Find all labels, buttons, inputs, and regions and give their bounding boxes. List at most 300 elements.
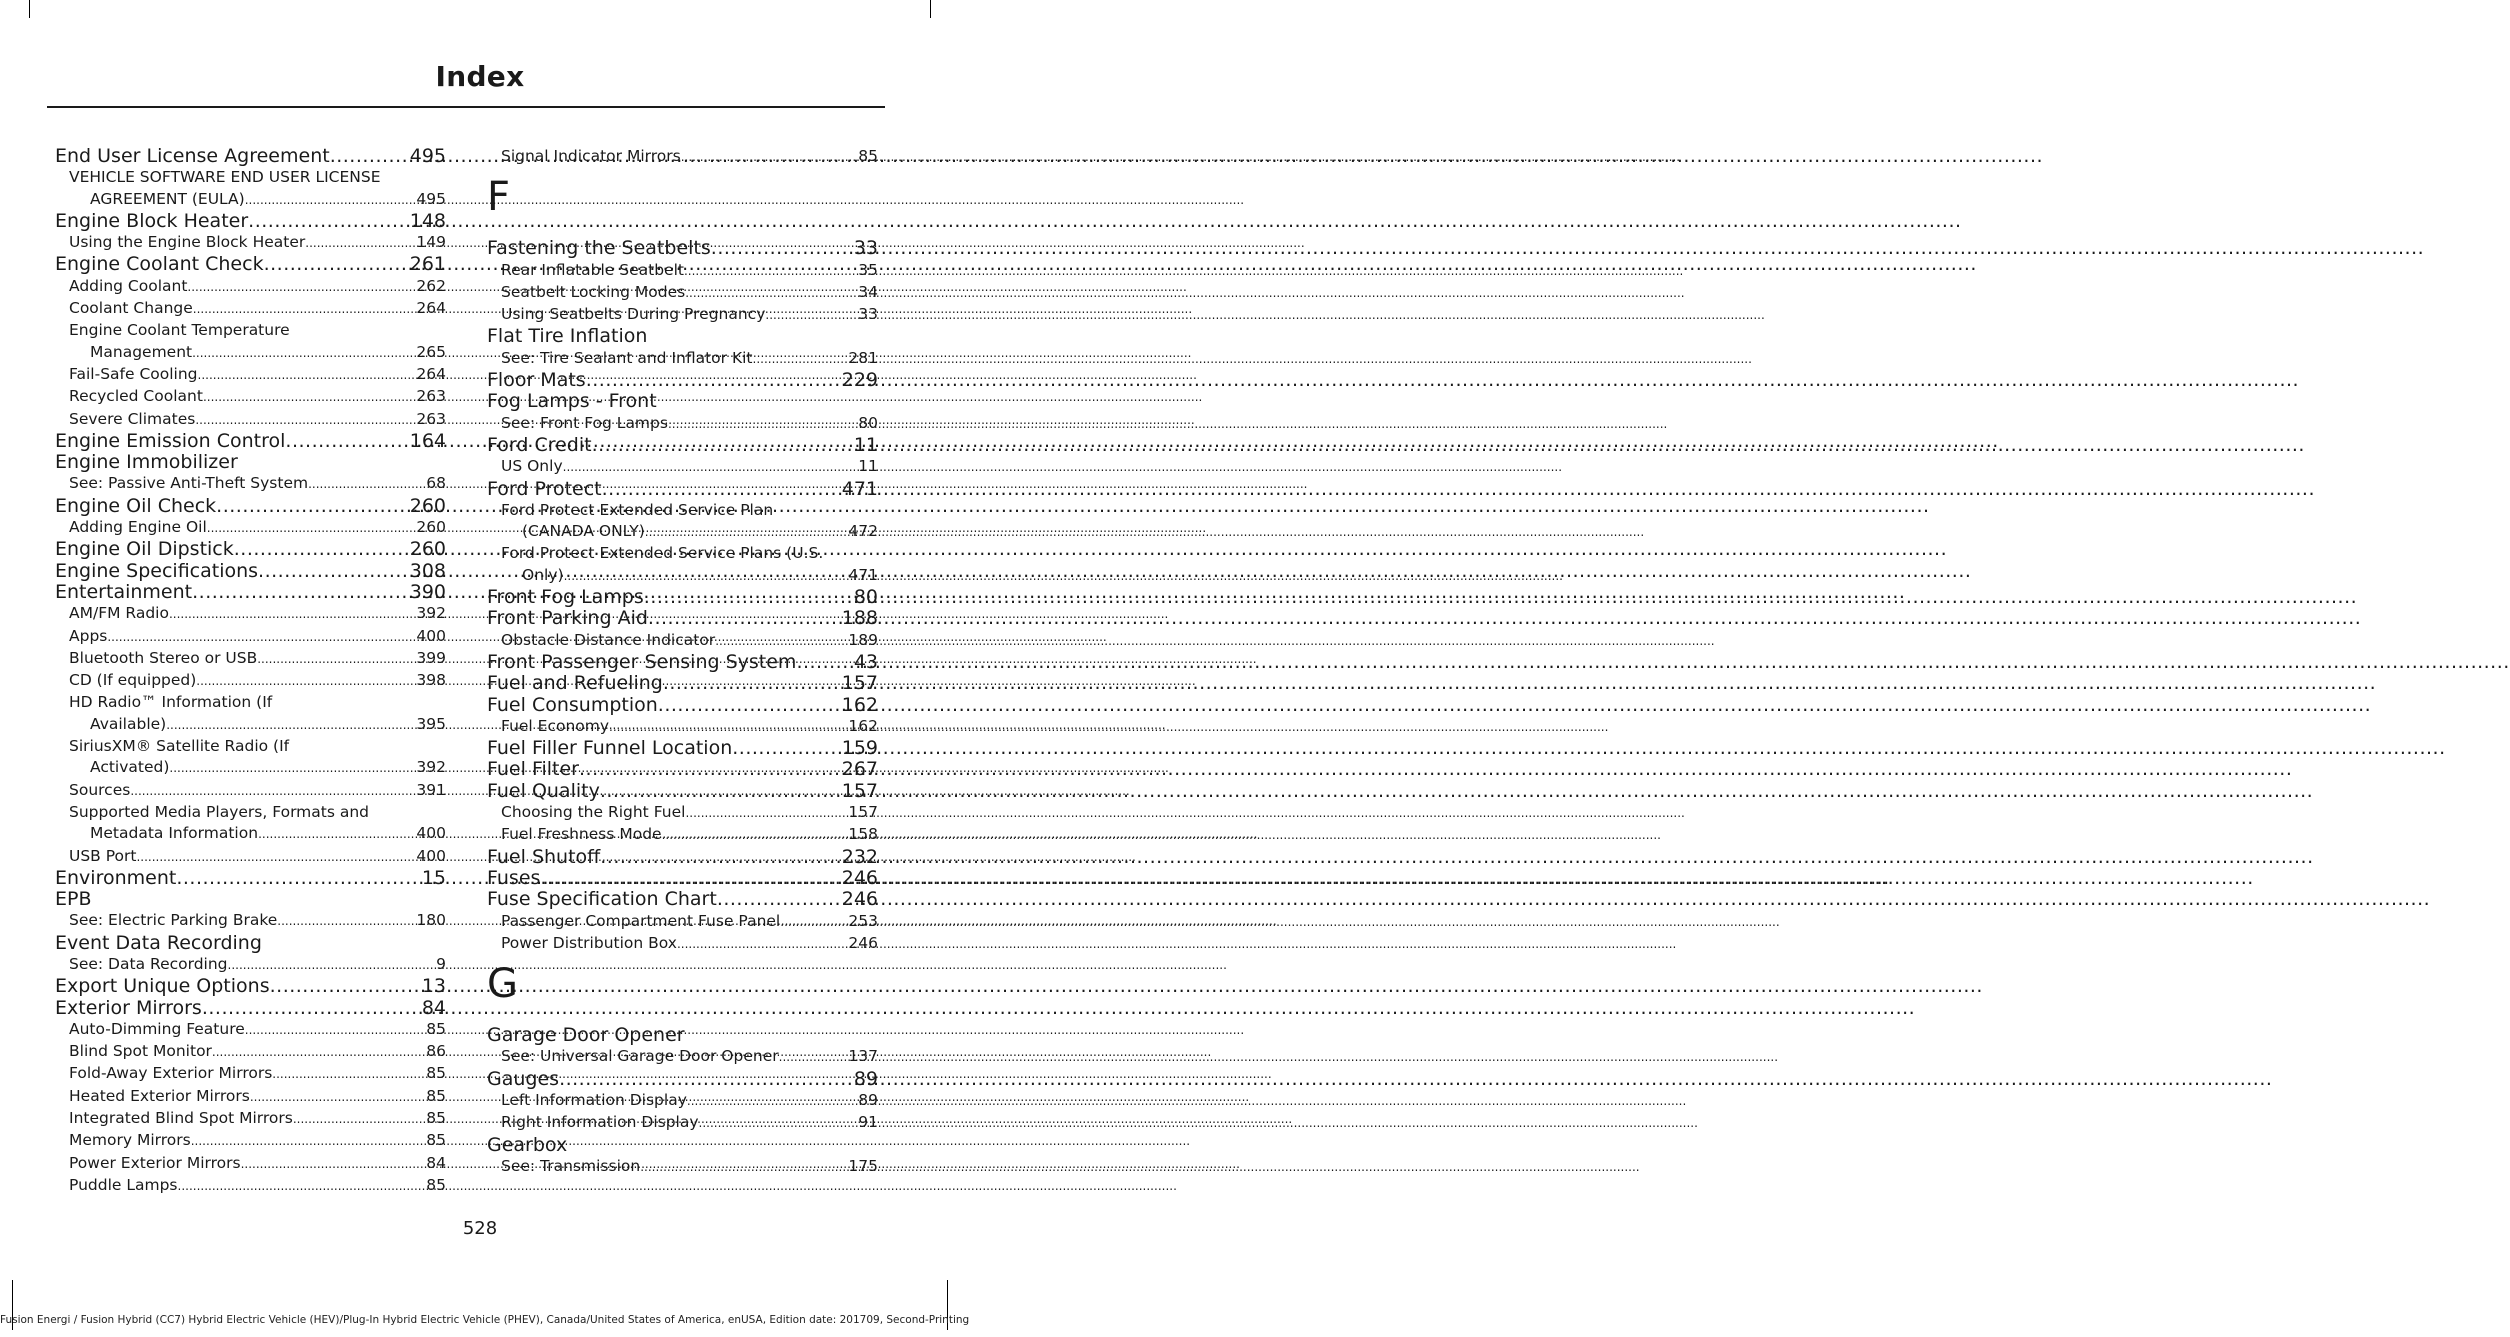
page-reference: 232 [841,845,878,868]
page-reference: 137 [848,1047,878,1066]
entry-text: Heated Exterior Mirrors [69,1086,250,1105]
entry-text: Entertainment [55,580,193,603]
entry-text: Memory Mirrors [69,1131,191,1150]
entry-row [69,386,446,408]
leader-dots [130,781,416,802]
entry-text: US Only [501,457,563,476]
entry-row [69,1153,446,1175]
leader-dots [166,715,416,736]
entry-text: Front Fog Lamps [487,586,644,609]
page-reference: 162 [841,693,878,716]
index-subentry [487,1112,878,1134]
page-reference: 253 [848,911,878,930]
index-entry [55,933,446,954]
leader-dots [640,1157,848,1178]
entry-row [55,496,446,517]
entry-text: Fail-Safe Cooling [69,364,198,383]
page-reference: 86 [426,1042,446,1061]
page-reference: 495 [416,189,446,208]
leader-dots [644,587,854,608]
entry-text-line: Ford Protect Extended Service Plan [501,500,774,519]
index-subentry [55,1153,446,1175]
page-reference: 9 [436,954,446,973]
leader-dots [169,604,416,625]
entry-text: Signal Indicator Mirrors [501,147,681,165]
page-reference: 85 [426,1019,446,1038]
leader-dots [196,671,416,692]
entry-text: Activated) [90,758,170,777]
entry-text: Environment [55,866,177,889]
index-entry [487,326,878,347]
index-entry [487,435,878,456]
index-entry [55,254,446,275]
page-reference: 264 [416,364,446,383]
entry-row [69,232,446,254]
page-reference: 265 [416,342,446,361]
index-subentry [55,1063,446,1085]
page-reference: 400 [416,846,446,865]
leader-dots [228,955,437,976]
entry-row [501,456,878,478]
entry-text-line: Engine Coolant Temperature [69,321,290,340]
leader-dots [609,717,848,738]
index-subentry [55,692,446,736]
entry-text: Fuel Consumption [487,693,658,716]
entry-text: See: Transmission [501,1156,641,1175]
leader-dots [308,474,426,495]
entry-text: Metadata Information [90,824,259,843]
entry-row [501,824,878,846]
entry-text: EPB [55,888,92,911]
entry-text: Fuses [487,866,541,889]
entry-row [501,802,878,824]
page-reference: 471 [841,477,878,500]
index-entry [55,976,446,997]
index-subentry [55,736,446,780]
page-reference: 246 [841,888,878,911]
entry-row [501,282,878,304]
leader-dots [270,976,422,997]
leader-dots [559,1069,854,1090]
entry-row [69,757,446,779]
page-reference: 267 [841,758,878,781]
page-reference: 35 [858,260,878,279]
entry-text: End User License Agreement [55,145,330,167]
leader-dots [579,759,842,780]
entry-text: Export Unique Options [55,975,270,998]
leader-dots [563,457,859,478]
entry-row [501,630,878,652]
leader-dots [600,781,842,802]
page-reference: 229 [841,369,878,392]
leader-dots [796,652,853,673]
entry-text: See: Front Fog Lamps [501,413,668,432]
index-entry [487,238,878,259]
index-subentry [487,1156,878,1178]
entry-row [55,146,446,167]
entry-row [69,626,446,648]
index-subentry [55,276,446,298]
entry-row [487,391,878,412]
leader-dots [564,566,849,587]
entry-text: Adding Engine Oil [69,518,207,537]
entry-row [501,933,878,955]
index-entry [487,847,878,868]
entry-row [69,298,446,320]
entry-row [55,976,446,997]
page-reference: 158 [848,825,878,844]
entry-row [69,910,446,932]
leader-dots [285,431,409,452]
page-reference: 34 [858,282,878,301]
index-entry [487,673,878,694]
leader-dots [202,998,422,1019]
entry-text: Seatbelt Locking Modes [501,282,686,301]
page-reference: 33 [853,237,878,260]
page-reference: 260 [416,518,446,537]
entry-text: Ford Credit [487,433,592,456]
leader-dots [685,803,848,824]
page-reference: 91 [858,1113,878,1132]
entry-row [69,517,446,539]
page-reference: 148 [409,209,446,232]
leader-dots [192,343,416,364]
entry-text: AGREEMENT (EULA) [90,189,245,208]
index-subentry [487,824,878,846]
leader-dots [648,608,842,629]
leader-dots [779,1047,849,1068]
entry-text-line: SiriusXM® Satellite Radio (If [69,737,290,756]
entry-text: Puddle Lamps [69,1175,178,1194]
index-entry [487,759,878,780]
entry-text: Floor Mats [487,369,586,392]
entry-text: Exterior Mirrors [55,996,202,1019]
entry-text: Gauges [487,1067,560,1090]
page-reference: 175 [848,1156,878,1175]
entry-row [487,673,878,694]
page-reference: 281 [848,348,878,367]
page-reference: 400 [416,626,446,645]
entry-row [501,716,878,738]
page-reference: 264 [416,299,446,318]
entry-row [501,1156,878,1178]
index-subentry [487,146,878,168]
index-subentry [55,1108,446,1130]
index-entry [55,868,446,889]
leader-dots [198,365,417,386]
leader-dots [684,261,858,282]
entry-row [55,582,446,603]
leader-dots [258,561,410,582]
page-reference: 395 [416,714,446,733]
index-subentry [487,630,878,652]
index-entry [487,738,878,759]
entry-row [487,370,878,391]
index-subentry [55,386,446,408]
entry-row [487,1135,878,1156]
index-entry [55,452,446,473]
entry-text: Coolant Change [69,299,193,318]
entry-row [55,561,446,582]
leader-dots [662,825,849,846]
entry-text: Left Information Display [501,1090,687,1109]
index-subentry [55,780,446,802]
entry-row [487,435,878,456]
entry-text-line: VEHICLE SOFTWARE END USER LICENSE [69,168,381,187]
entry-row [69,648,446,670]
index-subentry [55,167,446,211]
leader-dots [207,518,417,539]
index-entry [487,781,878,802]
entry-text: See: Passive Anti-Theft System [69,474,309,493]
page-reference: 68 [426,474,446,493]
page-reference: 85 [426,1086,446,1105]
leader-dots [765,305,858,326]
index-entry [55,539,446,560]
page-reference: 263 [416,387,446,406]
leader-dots [687,1091,858,1112]
entry-text: Engine Immobilizer [55,451,238,474]
index-subentry [487,716,878,738]
index-entry [487,1135,878,1156]
entry-row [487,479,878,500]
leader-dots [711,238,854,259]
page-reference: 43 [853,650,878,673]
entry-row [69,603,446,625]
entry-text: Gearbox [487,1133,568,1156]
page-reference: 162 [848,716,878,735]
page-reference: 180 [416,911,446,930]
leader-dots [592,435,854,456]
entry-row [55,431,446,452]
leader-dots [248,211,410,232]
index-entry [55,582,446,603]
page-reference: 390 [409,580,446,603]
index-subentry [487,1046,878,1068]
entry-text: Garage Door Opener [487,1024,685,1047]
entry-row [55,933,446,954]
entry-row [69,1086,446,1108]
entry-text: Obstacle Distance Indicator [501,630,716,649]
page-reference: 246 [841,866,878,889]
index-subentry [487,304,878,326]
page-reference: 80 [853,586,878,609]
page-title: Index [435,60,525,93]
leader-dots [586,370,842,391]
entry-text: Auto-Dimming Feature [69,1019,245,1038]
leader-dots [169,758,416,779]
entry-text: Engine Block Heater [55,209,249,232]
leader-dots [195,410,416,431]
entry-row [69,714,446,736]
page-reference: 85 [426,1131,446,1150]
index-subentry [487,543,878,587]
entry-text: Fuel Quality [487,779,600,802]
page-reference: 149 [416,233,446,252]
leader-dots [685,283,858,304]
entry-text: Fuel Shutoff [487,845,601,868]
page-reference: 157 [848,803,878,822]
entry-text: Severe Climates [69,409,196,428]
entry-row [501,911,878,933]
page-reference: 157 [841,672,878,695]
crop-mark-top-right [930,0,931,18]
leader-dots [780,912,848,933]
leader-dots [257,649,416,670]
entry-row [487,326,878,347]
entry-text: Rear Inflatable Seatbelt [501,260,684,279]
page-reference: 391 [416,780,446,799]
entry-text: Using the Engine Block Heater [69,233,306,252]
page-reference: 89 [853,1067,878,1090]
index-subentry [55,603,446,625]
leader-dots [107,627,416,648]
entry-text: Front Passenger Sensing System [487,650,797,673]
leader-dots [668,414,858,435]
entry-row [69,1130,446,1152]
leader-dots [136,847,416,868]
leader-dots [600,847,841,868]
entry-text: Fuel Filter [487,758,579,781]
leader-dots [245,1020,426,1041]
page-reference: 400 [416,824,446,843]
entry-row [69,409,446,431]
index-subentry [55,846,446,868]
page-reference: 260 [409,538,446,561]
index-entry [487,370,878,391]
page-reference: 13 [421,975,446,998]
leader-dots [715,631,848,652]
index-subentry [487,348,878,370]
leader-dots [216,496,410,517]
index-subentry [55,670,446,692]
entry-text: Ford Protect [487,477,602,500]
page-reference: 261 [409,253,446,276]
leader-dots [658,695,842,716]
index-entry [487,889,878,910]
entry-text: Adding Coolant [69,276,188,295]
leader-dots [732,738,841,759]
leader-dots [272,1064,426,1085]
entry-text: Only) [522,565,564,584]
leader-dots [264,254,410,275]
index-subentry [55,409,446,431]
entry-text: Using Seatbelts During Pregnancy [501,305,766,324]
leader-dots [178,1176,427,1197]
entry-row [501,1090,878,1112]
index-entry [487,652,878,673]
page-reference: 246 [848,933,878,952]
leader-dots [191,1131,427,1152]
page-reference: 260 [409,494,446,517]
entry-text: Fastening the Seatbelts [487,237,711,260]
entry-text: Event Data Recording [55,931,262,954]
entry-text: Engine Oil Dipstick [55,538,234,561]
leader-dots [753,349,849,370]
page-reference: 164 [409,429,446,452]
page-reference: 85 [426,1109,446,1128]
entry-row [69,342,446,364]
page-reference: 15 [421,866,446,889]
leader-dots [203,387,416,408]
entry-text: Fuse Specification Chart [487,888,717,911]
entry-text-line: Ford Protect Extended Service Plans (U.S. [501,544,824,563]
index-entry [55,998,446,1019]
page-reference: 262 [416,276,446,295]
entry-text: See: Universal Garage Door Opener [501,1047,779,1066]
entry-text: Engine Oil Check [55,494,217,517]
index-subentry [55,364,446,386]
entry-text: Engine Specifications [55,559,259,582]
index-subentry [55,517,446,539]
leader-dots [699,1113,859,1134]
page-reference: 471 [848,565,878,584]
page-reference: 80 [858,413,878,432]
index-subentry [55,320,446,364]
entry-text-line: HD Radio™ Information (If [69,693,273,712]
header-rule [47,106,885,108]
entry-row [487,238,878,259]
page-reference: 157 [841,779,878,802]
page-reference: 85 [858,147,878,165]
entry-row [69,364,446,386]
entry-row [69,846,446,868]
entry-row [69,1108,446,1130]
index-entry [55,431,446,452]
entry-row [69,1063,446,1085]
entry-row [487,868,878,889]
entry-text: Apps [69,626,108,645]
entry-text: See: Data Recording [69,954,228,973]
leader-dots [212,1042,426,1063]
index-subentry [55,1041,446,1063]
leader-dots [305,233,416,254]
entry-text: See: Electric Parking Brake [69,911,278,930]
entry-row [55,211,446,232]
page-reference: 85 [426,1064,446,1083]
entry-text: See: Tire Sealant and Inflator Kit [501,348,753,367]
entry-text: Fuel Filler Funnel Location [487,737,733,760]
entry-row [69,780,446,802]
leader-dots [176,868,421,889]
index-subentry [487,260,878,282]
leader-dots [277,911,416,932]
index-entry [55,561,446,582]
index-subentry [55,1086,446,1108]
leader-dots [258,824,416,845]
index-subentry [55,910,446,932]
page-reference: 399 [416,648,446,667]
entry-row [55,539,446,560]
leader-dots [330,146,410,167]
page-reference: 495 [409,145,446,167]
page-reference: 11 [853,433,878,456]
entry-row [487,587,878,608]
page-reference: 33 [858,305,878,324]
entry-text: Management [90,342,193,361]
page-reference: 188 [841,607,878,630]
entry-row [487,781,878,802]
index-subentry [55,954,446,976]
entry-row [69,473,446,495]
entry-row [69,670,446,692]
index-entry [487,587,878,608]
index-entry [55,146,446,167]
entry-row [69,1041,446,1063]
leader-dots [250,1087,426,1108]
page-reference: 189 [848,630,878,649]
index-entry [487,868,878,889]
